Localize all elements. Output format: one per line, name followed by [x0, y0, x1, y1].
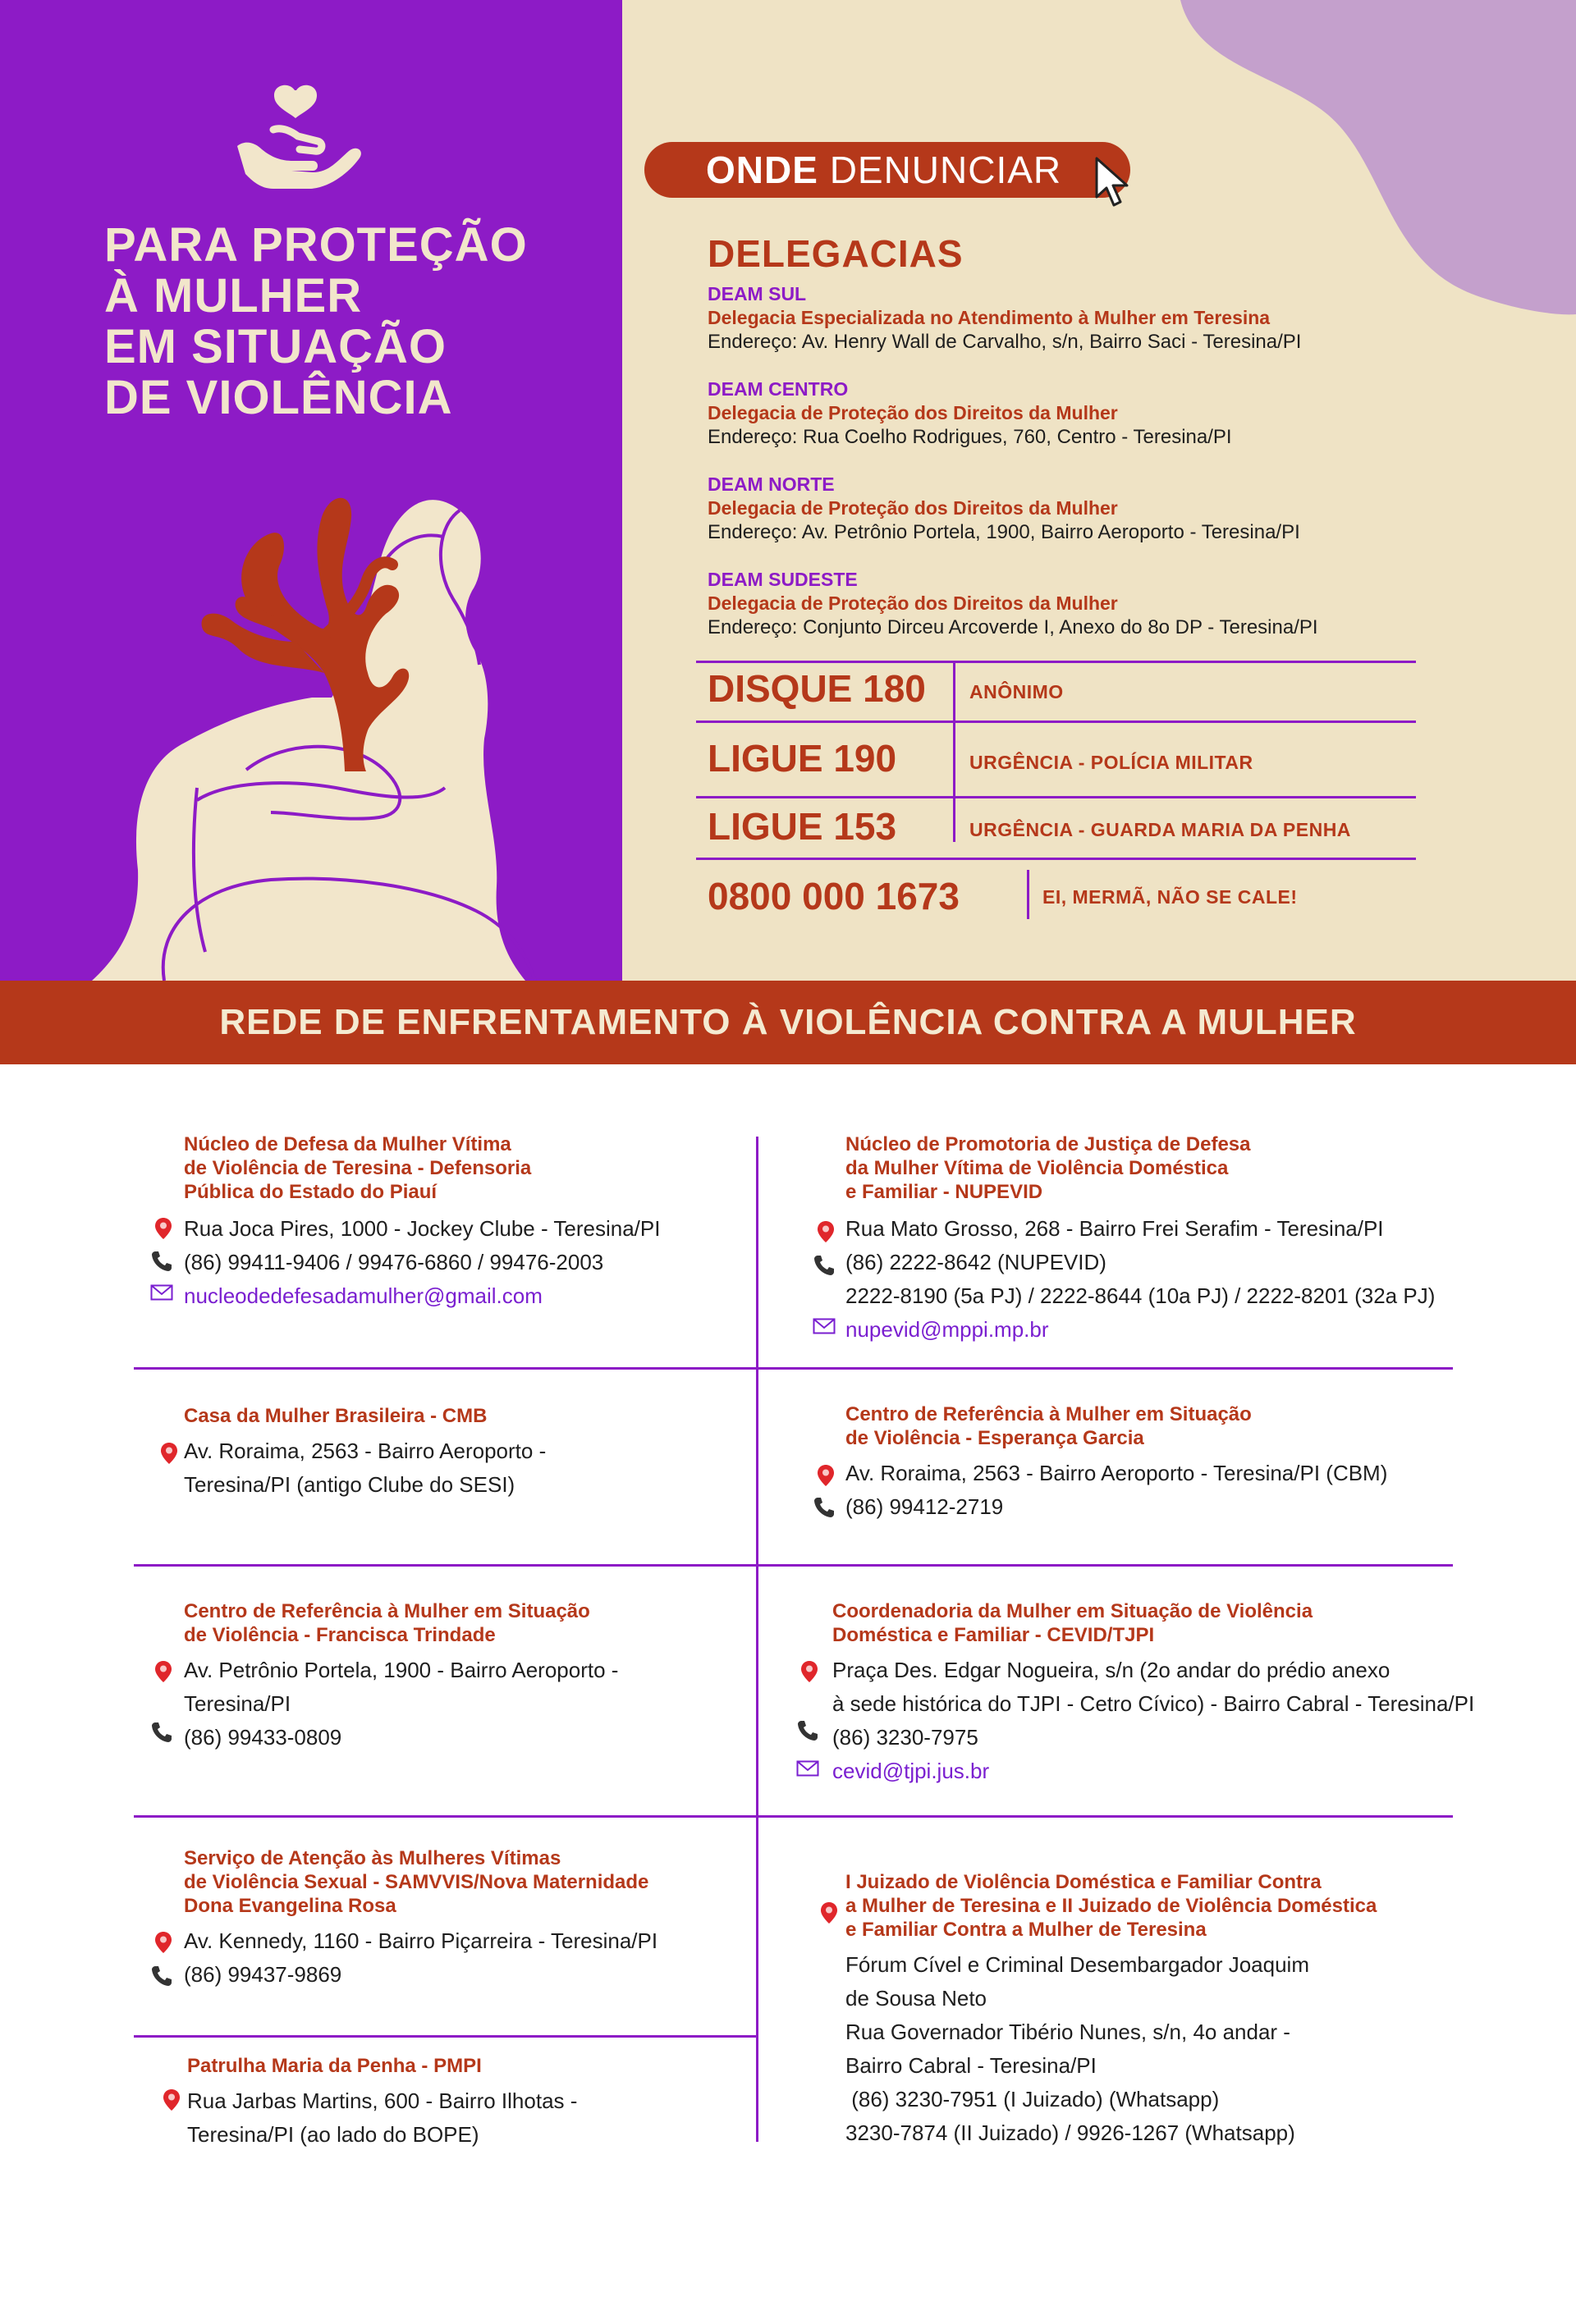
card-title-line: Pública do Estado do Piauí: [184, 1181, 438, 1203]
network-banner: REDE DE ENFRENTAMENTO À VIOLÊNCIA CONTRA A MULHER: [0, 981, 1576, 1064]
grid-hdivider: [134, 2035, 756, 2038]
card-title-line: Núcleo de Defesa da Mulher Vítima: [184, 1133, 511, 1155]
deam-address: Endereço: Av. Henry Wall de Carvalho, s/n, Bairro Saci - Teresina/PI: [708, 331, 1302, 353]
location-pin-icon: [151, 1659, 176, 1684]
card-address: à sede histórica do TJPI - Cetro Cívico) - Bairro Cabral - Teresina/PI: [832, 1691, 1475, 1716]
phone-divider: [696, 721, 1416, 723]
card-cevid: [832, 1599, 1474, 1788]
location-pin-icon: [817, 1901, 841, 1925]
card-title-line: Dona Evangelina Rosa: [184, 1895, 396, 1917]
phone-divider: [696, 661, 1416, 663]
card-title-line: de Violência - Esperança Garcia: [845, 1427, 1144, 1449]
deam-item: [708, 282, 1545, 354]
location-pin-icon: [151, 1216, 176, 1241]
card-phone[interactable]: (86) 3230-7975: [832, 1725, 978, 1750]
phone-number[interactable]: 0800 000 1673: [708, 875, 960, 917]
phone-divider: [696, 796, 1416, 798]
card-email[interactable]: nucleodedefesadamulher@gmail.com: [184, 1283, 543, 1308]
card-phone[interactable]: (86) 99437-9869: [184, 1962, 342, 1987]
deam-name: DEAM SUL: [708, 283, 807, 304]
deam-address: Endereço: Conjunto Dirceu Arcoverde I, Anexo do 8o DP - Teresina/PI: [708, 616, 1318, 638]
card-title-line: de Violência - Francisca Trindade: [184, 1624, 496, 1646]
onde-denunciar-pill: [644, 142, 1130, 198]
card-title-line: Casa da Mulher Brasileira - CMB: [184, 1405, 488, 1427]
card-esperanca: [845, 1402, 1387, 1524]
location-pin-icon: [797, 1659, 822, 1684]
location-pin-icon: [159, 2088, 184, 2112]
card-address: Av. Roraima, 2563 - Bairro Aeroporto -: [184, 1439, 547, 1463]
deam-desc: Delegacia de Proteção dos Direitos da Mulher: [708, 497, 1118, 519]
card-email[interactable]: cevid@tjpi.jus.br: [832, 1759, 990, 1783]
card-phone[interactable]: 3230-7874 (II Juizado) / 9926-1267 (Whatsapp): [845, 2120, 1295, 2145]
card-phone[interactable]: (86) 2222-8642 (NUPEVID): [845, 1250, 1106, 1274]
card-title-line: a Mulher de Teresina e II Juizado de Violência Doméstica: [845, 1895, 1377, 1917]
phone-desc: URGÊNCIA - POLÍCIA MILITAR: [969, 752, 1253, 773]
card-phone[interactable]: 2222-8190 (5a PJ) / 2222-8644 (10a PJ) / 2222-8201 (32a PJ): [845, 1283, 1436, 1308]
hand-heart-icon: [234, 82, 365, 197]
card-title-line: Centro de Referência à Mulher em Situação: [184, 1600, 590, 1622]
hero-title-line: DE VIOLÊNCIA: [104, 371, 453, 424]
onde-rest: DENUNCIAR: [829, 149, 1062, 191]
card-line: Fórum Cível e Criminal Desembargador Joaquim: [845, 1952, 1309, 1977]
card-address: Av. Roraima, 2563 - Bairro Aeroporto - Teresina/PI (CBM): [845, 1461, 1388, 1485]
location-pin-icon: [813, 1463, 838, 1488]
deam-item: [708, 377, 1545, 449]
deam-desc: Delegacia de Proteção dos Direitos da Mulher: [708, 592, 1118, 614]
card-address: Rua Mato Grosso, 268 - Bairro Frei Serafim - Teresina/PI: [845, 1216, 1384, 1241]
card-samvvis: [184, 1846, 657, 1992]
onde-bold: ONDE: [706, 149, 818, 191]
card-title-line: Doméstica e Familiar - CEVID/TJPI: [832, 1624, 1155, 1646]
card-title-line: Serviço de Atenção às Mulheres Vítimas: [184, 1847, 561, 1869]
woman-illustration: [0, 427, 622, 981]
phone-icon: [149, 1964, 174, 1988]
grid-vdivider: [756, 1137, 758, 2142]
phone-icon: [795, 1718, 820, 1743]
card-address: Teresina/PI: [184, 1691, 291, 1716]
card-address: Praça Des. Edgar Nogueira, s/n (2o andar do prédio anexo: [832, 1658, 1390, 1682]
card-title-line: da Mulher Vítima de Violência Doméstica: [845, 1157, 1229, 1179]
phone-desc: URGÊNCIA - GUARDA MARIA DA PENHA: [969, 819, 1351, 840]
deam-item: [708, 568, 1545, 639]
deam-address: Endereço: Rua Coelho Rodrigues, 760, Centro - Teresina/PI: [708, 426, 1232, 448]
card-title-line: Coordenadoria da Mulher em Situação de Violência: [832, 1600, 1313, 1622]
card-title-line: de Violência Sexual - SAMVVIS/Nova Maternidade: [184, 1871, 649, 1893]
phone-vdivider: [953, 663, 955, 842]
phone-desc: ANÔNIMO: [969, 681, 1064, 702]
location-pin-icon: [151, 1930, 176, 1955]
mail-icon: [795, 1756, 820, 1781]
card-address: Rua Governador Tibério Nunes, s/n, 4o andar -: [845, 2020, 1290, 2044]
card-address: Teresina/PI (antigo Clube do SESI): [184, 1472, 515, 1497]
mail-icon: [812, 1314, 836, 1338]
phone-divider: [696, 858, 1416, 860]
phone-number[interactable]: LIGUE 153: [708, 805, 897, 848]
card-phone[interactable]: (86) 99412-2719: [845, 1494, 1004, 1519]
card-phone[interactable]: (86) 99433-0809: [184, 1725, 342, 1750]
deam-desc: Delegacia Especializada no Atendimento à Mulher em Teresina: [708, 307, 1271, 328]
grid-hdivider: [134, 1367, 1453, 1370]
hero-panel: [0, 0, 622, 981]
card-title-line: e Familiar Contra a Mulher de Teresina: [845, 1919, 1207, 1941]
phone-icon: [149, 1720, 174, 1745]
phone-icon: [812, 1495, 836, 1520]
phone-desc: EI, MERMÃ, NÃO SE CALE!: [1042, 886, 1298, 908]
card-address: Bairro Cabral - Teresina/PI: [845, 2053, 1097, 2078]
phone-vdivider: [1027, 870, 1029, 919]
card-address: Rua Jarbas Martins, 600 - Bairro Ilhotas -: [187, 2088, 578, 2113]
card-email[interactable]: nupevid@mppi.mp.br: [845, 1317, 1049, 1342]
card-address: Teresina/PI (ao lado do BOPE): [187, 2122, 479, 2147]
card-phone[interactable]: (86) 3230-7951 (I Juizado) (Whatsapp): [845, 2087, 1220, 2111]
card-address: Av. Kennedy, 1160 - Bairro Piçarreira - Teresina/PI: [184, 1928, 658, 1953]
card-title-line: Centro de Referência à Mulher em Situação: [845, 1403, 1252, 1425]
deam-name: DEAM CENTRO: [708, 378, 849, 400]
hero-title-line: À MULHER: [104, 269, 363, 323]
hero-title: [104, 220, 597, 423]
hero-title-line: EM SITUAÇÃO: [104, 320, 447, 373]
card-title-line: de Violência de Teresina - Defensoria: [184, 1157, 532, 1179]
phone-icon: [812, 1253, 836, 1278]
card-title-line: Patrulha Maria da Penha - PMPI: [187, 2055, 482, 2077]
card-nupevid: [845, 1132, 1435, 1347]
deam-name: DEAM NORTE: [708, 473, 835, 495]
card-title-line: Núcleo de Promotoria de Justiça de Defesa: [845, 1133, 1251, 1155]
phone-number[interactable]: DISQUE 180: [708, 667, 926, 710]
card-title-line: e Familiar - NUPEVID: [845, 1181, 1043, 1203]
cursor-icon: [1094, 156, 1132, 208]
card-title-line: I Juizado de Violência Doméstica e Familiar Contra: [845, 1871, 1322, 1893]
mail-icon: [149, 1280, 174, 1305]
location-pin-icon: [157, 1441, 181, 1466]
delegacias-title: DELEGACIAS: [708, 232, 964, 275]
phone-icon: [149, 1249, 174, 1274]
deam-item: [708, 473, 1545, 544]
card-address: Rua Joca Pires, 1000 - Jockey Clube - Teresina/PI: [184, 1216, 661, 1241]
deam-name: DEAM SUDESTE: [708, 569, 858, 590]
location-pin-icon: [813, 1219, 838, 1244]
top-section: [0, 0, 1576, 981]
card-francisca: [184, 1599, 618, 1754]
card-address: Av. Petrônio Portela, 1900 - Bairro Aeroporto -: [184, 1658, 619, 1682]
deam-address: Endereço: Av. Petrônio Portela, 1900, Bairro Aeroporto - Teresina/PI: [708, 521, 1300, 543]
phone-number[interactable]: LIGUE 190: [708, 737, 897, 780]
card-cmb: [184, 1404, 546, 1502]
card-pmpi: [187, 2054, 577, 2152]
grid-hdivider: [134, 1815, 1453, 1818]
card-nudem: [184, 1132, 660, 1313]
deam-desc: Delegacia de Proteção dos Direitos da Mulher: [708, 402, 1118, 423]
card-phone[interactable]: (86) 99411-9406 / 99476-6860 / 99476-2003: [184, 1250, 604, 1274]
grid-hdivider: [134, 1564, 1453, 1567]
card-line: de Sousa Neto: [845, 1986, 987, 2011]
hero-title-line: PARA PROTEÇÃO: [104, 218, 528, 272]
card-juizado: [845, 1870, 1377, 2150]
